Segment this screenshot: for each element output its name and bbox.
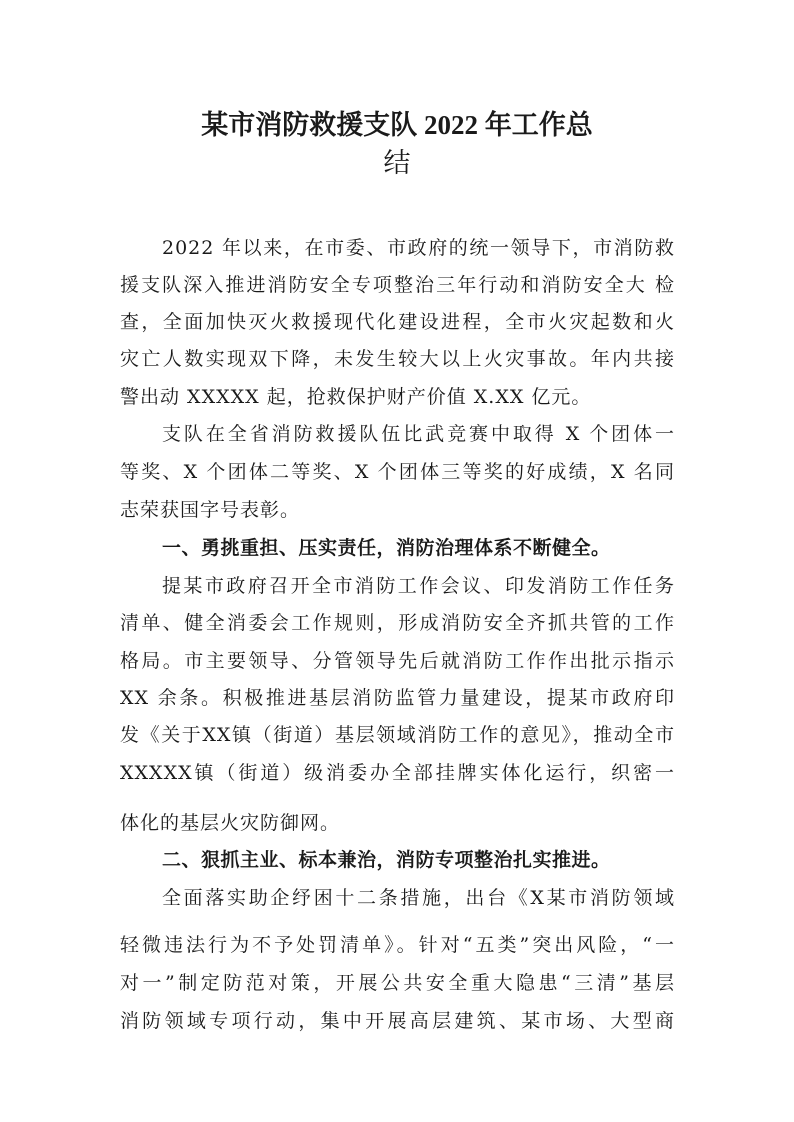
body-line: 警出动 XXXXX 起，抢救保护财产价值 X.XX 亿元。 (120, 386, 592, 408)
body-line: 轻微违法行为不予处罚清单》。针对“五类”突出风险，“一 (120, 934, 675, 956)
section-heading: 一、勇挑重担、压实责任，消防治理体系不断健全。 (162, 537, 611, 559)
body-line: 查，全面加快灭火救援现代化建设进程，全市火灾起数和火 (120, 311, 675, 333)
body-line: 清单、健全消委会工作规则，形成消防安全齐抓共管的工作 (120, 612, 675, 634)
document-title-line-1: 某市消防救援支队 2022 年工作总 (201, 110, 593, 140)
body-line: 全面落实助企纾困十二条措施，出台《X某市消防领域 (162, 887, 675, 909)
body-line: 提某市政府召开全市消防工作会议、印发消防工作任务 (162, 575, 675, 597)
document-title-line-2: 结 (383, 148, 411, 178)
body-line: 灾亡人数实现双下降，未发生较大以上火灾事故。年内共接 (120, 348, 675, 370)
body-line: 援支队深入推进消防安全专项整治三年行动和消防安全大 检 (120, 274, 675, 296)
body-line: XXXXX镇（街道）级消委办全部挂牌实体化运行，织密一 (120, 762, 675, 784)
body-line: 格局。市主要领导、分管领导先后就消防工作作出批示指示 (120, 650, 675, 672)
body-line: XX 余条。积极推进基层消防监管力量建设，提某市政府印 (120, 687, 675, 709)
body-line: 发《关于XX镇（街道）基层领域消防工作的意见》，推动全市 (120, 724, 675, 746)
body-line: 支队在全省消防救援队伍比武竞赛中取得 X 个团体一 (162, 423, 675, 445)
body-line: 体化的基层火灾防御网。 (120, 812, 341, 834)
body-line: 2022 年以来，在市委、市政府的统一领导下，市消防救 (162, 237, 675, 259)
body-line: 消防领域专项行动，集中开展高层建筑、某市场、大型商 (120, 1010, 675, 1032)
body-line: 等奖、X 个团体二等奖、X 个团体三等奖的好成绩，X 名同 (120, 461, 675, 483)
body-line: 对一”制定防范对策，开展公共安全重大隐患“三清”基层 (120, 972, 675, 994)
section-heading: 二、狠抓主业、标本兼治，消防专项整治扎实推进。 (162, 849, 611, 871)
body-line: 志荣获国字号表彰。 (120, 499, 301, 521)
